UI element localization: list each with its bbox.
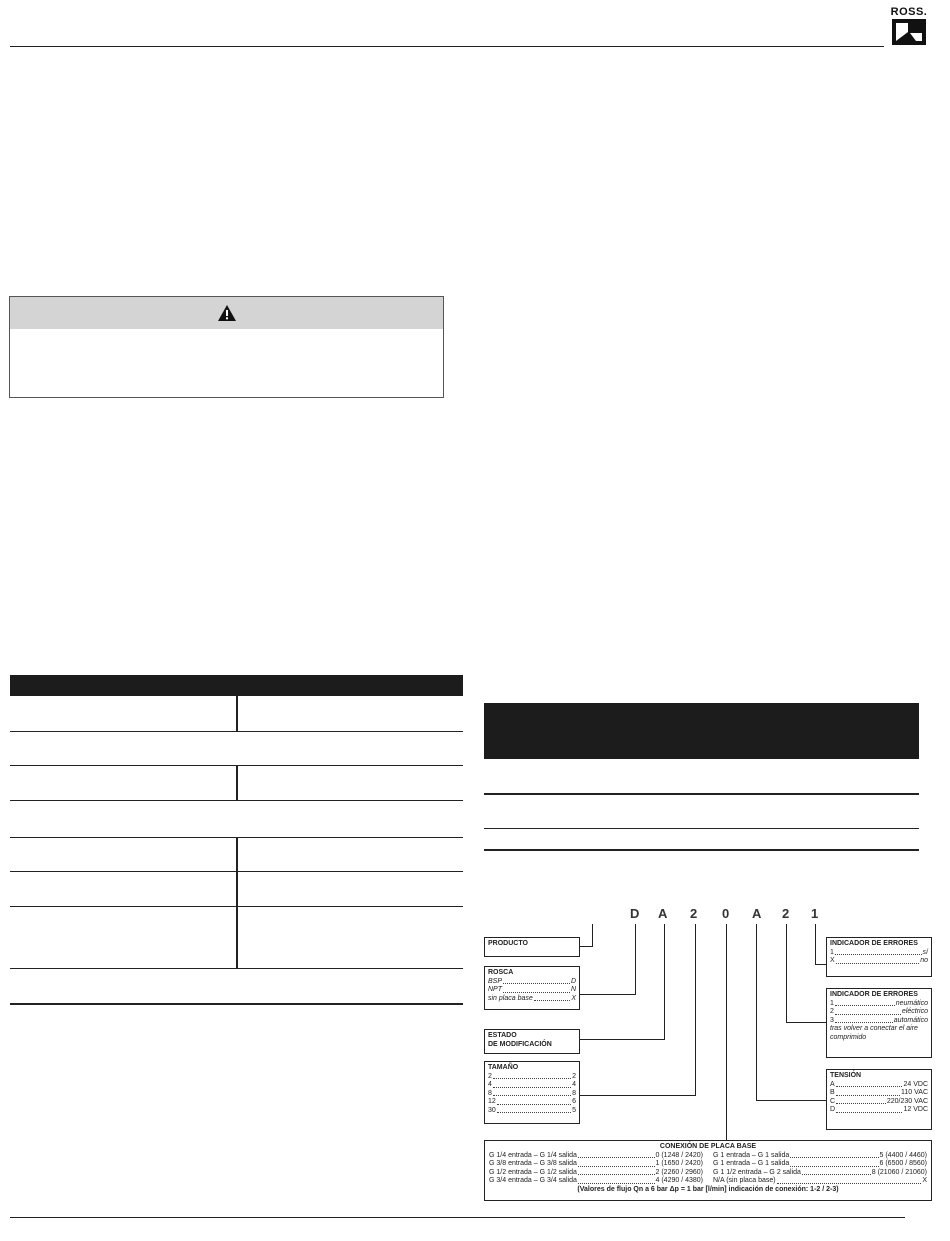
left-table-header xyxy=(10,675,463,696)
indicador2-note: comprimido xyxy=(830,1033,867,1041)
conexion-value: 5 (4400 / 4460) xyxy=(879,1151,927,1159)
conexion-value: 8 (21060 / 21060) xyxy=(871,1168,927,1176)
tamano-value: 8 xyxy=(572,1089,576,1097)
conexion-placa-base-box xyxy=(484,1140,932,1201)
conexion-value: 0 (1248 / 2420) xyxy=(655,1151,703,1159)
conexion-label: N/A (sin placa base) xyxy=(713,1177,776,1184)
indicador1-value: sí xyxy=(922,948,928,956)
right-table-rule xyxy=(484,793,919,795)
indicador2-label: 2 xyxy=(830,1008,834,1015)
conexion-label: G 3/4 entrada – G 3/4 salida xyxy=(489,1177,577,1184)
left-table-divider xyxy=(236,765,238,800)
tension-label: D xyxy=(830,1106,836,1113)
conexion-label: G 1/2 entrada – G 1/2 salida xyxy=(489,1168,577,1176)
code-char: 2 xyxy=(690,906,698,921)
right-table-rule xyxy=(484,849,919,851)
conexion-label: G 1 1/2 entrada – G 2 salida xyxy=(713,1168,801,1176)
connector-line xyxy=(592,924,593,946)
indicador-errores-box-1 xyxy=(826,937,932,977)
tension-box xyxy=(826,1069,932,1130)
indicador2-note: tras volver a conectar el aire xyxy=(830,1025,918,1032)
header-rule xyxy=(10,46,884,47)
producto-box xyxy=(484,937,580,957)
tension-label: C xyxy=(830,1097,836,1105)
connector-line xyxy=(786,1022,826,1023)
indicador1-label: X xyxy=(830,957,835,964)
tamano-value: 4 xyxy=(572,1081,576,1088)
tension-title: TENSIÓN xyxy=(830,1072,862,1079)
tamano-label: 30 xyxy=(488,1106,496,1114)
conexion-label: G 1/4 entrada – G 1/4 salida xyxy=(489,1151,577,1159)
conexion-label: G 3/8 entrada – G 3/8 salida xyxy=(489,1160,577,1167)
rosca-value: X xyxy=(571,994,576,1002)
conexion-label: G 1 entrada – G 1 salida xyxy=(713,1160,790,1167)
rosca-label: sin placa base xyxy=(488,994,533,1002)
conexion-title: CONEXIÓN DE PLACA BASE xyxy=(659,1143,757,1150)
connector-line xyxy=(786,924,787,1022)
indicador2-value: eléctrico xyxy=(901,1008,928,1015)
rosca-value: D xyxy=(570,977,576,985)
indicador2-title: INDICADOR DE ERRORES xyxy=(830,991,918,998)
ordering-code-diagram xyxy=(484,906,934,1206)
conexion-footnote: (Valores de flujo Qn a 6 bar Δp = 1 bar [l/min] indicación de conexión: 1-2 / 2-3) xyxy=(577,1185,839,1193)
left-table-rule xyxy=(10,731,463,732)
conexion-value: 4 (4290 / 4380) xyxy=(655,1177,703,1184)
indicador2-label: 3 xyxy=(830,1016,834,1024)
connector-line xyxy=(726,924,727,1140)
rosca-label: NPT xyxy=(488,986,502,993)
right-table-header xyxy=(484,703,919,759)
tension-value: 110 VAC xyxy=(901,1089,928,1096)
indicador2-label: 1 xyxy=(830,999,834,1007)
tamano-label: 4 xyxy=(488,1081,492,1088)
rosca-box xyxy=(484,966,580,1010)
conexion-label: G 1 entrada – G 1 salida xyxy=(713,1151,790,1159)
connector-line xyxy=(580,994,636,995)
rosca-title: ROSCA xyxy=(488,969,514,976)
conexion-value: 2 (2260 / 2960) xyxy=(655,1168,703,1176)
code-char: 0 xyxy=(722,906,730,921)
tension-value: 12 VDC xyxy=(903,1106,928,1113)
indicador1-title: INDICADOR DE ERRORES xyxy=(830,940,918,947)
indicador1-label: 1 xyxy=(830,948,834,956)
conexion-right-column xyxy=(713,1152,927,1186)
connector-line xyxy=(815,964,826,965)
connector-line xyxy=(580,1095,696,1096)
indicador2-value: neumático xyxy=(895,999,928,1007)
left-table-divider xyxy=(236,837,238,968)
conexion-left-column xyxy=(489,1152,703,1186)
tamano-box xyxy=(484,1061,580,1124)
rosca-value: N xyxy=(570,986,576,993)
tamano-value: 6 xyxy=(572,1098,576,1105)
estado-line2: DE MODIFICACIÓN xyxy=(488,1040,552,1048)
tension-label: A xyxy=(830,1080,835,1088)
right-table-rule xyxy=(484,828,919,829)
connector-line xyxy=(664,924,665,1039)
footer-rule xyxy=(10,1217,905,1218)
conexion-value: X xyxy=(922,1177,927,1184)
tamano-value: 5 xyxy=(572,1106,576,1114)
connector-line xyxy=(580,946,593,947)
conexion-value: 1 (1650 / 2420) xyxy=(655,1160,703,1167)
connector-line xyxy=(815,924,816,964)
indicador1-value: no xyxy=(920,957,928,964)
logo-mark-icon xyxy=(892,19,926,45)
logo-text: ROSS. xyxy=(890,6,928,18)
tension-value: 24 VDC xyxy=(903,1080,928,1088)
code-char: D xyxy=(630,906,640,921)
left-table-rule xyxy=(10,800,463,801)
rosca-label: BSP xyxy=(488,977,503,985)
warning-box xyxy=(9,296,444,398)
tamano-label: 12 xyxy=(488,1098,496,1105)
conexion-value: 6 (6500 / 8560) xyxy=(879,1160,927,1167)
tamano-label: 2 xyxy=(488,1072,492,1080)
producto-title: PRODUCTO xyxy=(488,940,528,947)
left-table-bottom-rule xyxy=(10,1003,463,1005)
tamano-label: 8 xyxy=(488,1089,492,1097)
code-char: 2 xyxy=(782,906,790,921)
tension-label: B xyxy=(830,1089,835,1096)
ross-logo xyxy=(884,6,934,46)
left-table-divider xyxy=(236,696,238,731)
tamano-title: TAMAÑO xyxy=(488,1064,519,1071)
indicador2-value: automático xyxy=(893,1016,928,1024)
estado-line1: ESTADO xyxy=(488,1032,517,1039)
connector-line xyxy=(756,1100,826,1101)
warning-triangle-icon xyxy=(217,304,237,322)
warning-header xyxy=(10,297,443,329)
code-char: A xyxy=(752,906,762,921)
connector-line xyxy=(580,1039,665,1040)
tamano-value: 2 xyxy=(572,1072,576,1080)
connector-line xyxy=(756,924,757,1100)
code-char: A xyxy=(658,906,668,921)
code-char: 1 xyxy=(811,906,819,921)
estado-box xyxy=(484,1029,580,1054)
indicador-errores-box-2 xyxy=(826,988,932,1058)
connector-line xyxy=(635,924,636,994)
left-table-rule xyxy=(10,968,463,969)
tension-value: 220/230 VAC xyxy=(886,1097,928,1105)
connector-line xyxy=(695,924,696,1095)
